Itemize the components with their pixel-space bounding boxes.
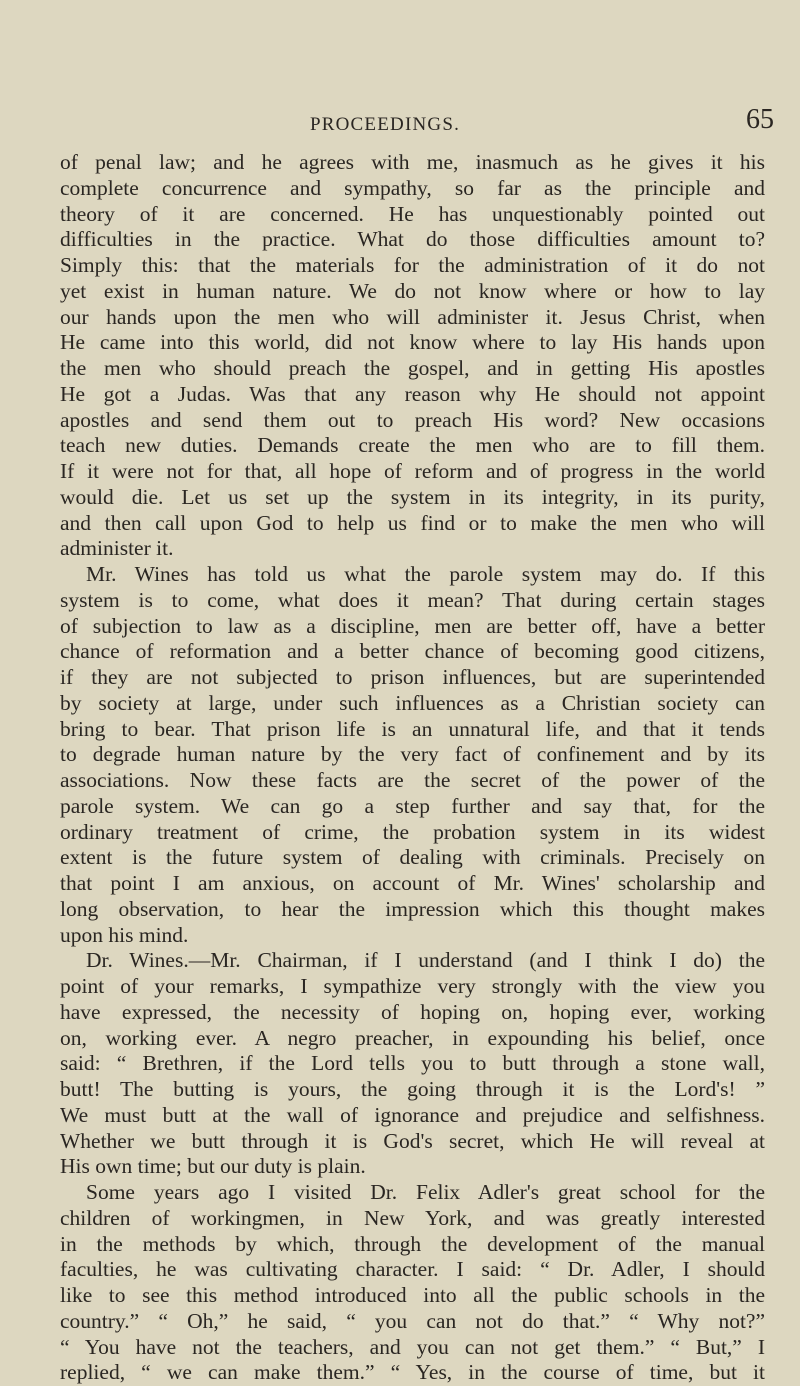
text-line: If it were not for that, all hope of reform and of progress in the world <box>60 459 765 483</box>
text-line: difficulties in the practice. What do those difficulties amount to? <box>60 227 765 252</box>
text-line: faculties, he was cultivating character. I said: “ Dr. Adler, I should <box>60 1257 765 1282</box>
text-line: “ You have not the teachers, and you can not get them.” “ But,” I <box>60 1334 765 1359</box>
text-line: point of your remarks, I sympathize very strongly with the view you <box>60 974 765 998</box>
text-line: in the methods by which, through the development of the manual <box>60 1231 765 1256</box>
text-line: would die. Let us set up the system in its integrity, in its purity, <box>60 484 765 509</box>
text-line: apostles and send them out to preach His word? New occasions <box>60 407 765 432</box>
text-line: chance of reformation and a better chance of becoming good citizens, <box>60 639 765 664</box>
text-line: upon his mind. <box>60 922 189 947</box>
text-line: and then call upon God to help us find or to make the men who will <box>60 510 765 535</box>
text-line: yet exist in human nature. We do not know where or how to lay <box>60 278 765 303</box>
text-line: He got a Judas. Was that any reason why He should not appoint <box>60 381 765 406</box>
text-line: teach new duties. Demands create the men who are to fill them. <box>60 433 765 458</box>
text-line: on, working ever. A negro preacher, in expounding his belief, once <box>60 1025 765 1050</box>
text-line: children of workingmen, in New York, and was greatly interested <box>60 1205 765 1230</box>
text-line: We must butt at the wall of ignorance and prejudice and selfishness. <box>60 1102 765 1127</box>
text-line: associations. Now these facts are the secret of the power of the <box>60 768 765 792</box>
text-line: theory of it are concerned. He has unquestionably pointed out <box>60 201 765 226</box>
text-line: ordinary treatment of crime, the probation system in its widest <box>60 819 765 844</box>
text-line: Some years ago I visited Dr. Felix Adler's great school for the <box>86 1180 765 1204</box>
page-number: 65 <box>746 104 774 135</box>
text-line: the men who should preach the gospel, and in getting His apostles <box>60 356 765 380</box>
text-line: of subjection to law as a discipline, men are better off, have a better <box>60 613 765 638</box>
text-line: replied, “ we can make them.” “ Yes, in the course of time, but it <box>60 1360 765 1385</box>
text-line: long observation, to hear the impression which this thought makes <box>60 896 765 921</box>
text-line: system is to come, what does it mean? That during certain stages <box>60 587 765 612</box>
text-line: administer it. <box>60 536 174 561</box>
text-line: of penal law; and he agrees with me, inasmuch as he gives it his <box>60 150 765 174</box>
text-line: by society at large, under such influences as a Christian society can <box>60 690 765 715</box>
text-line: complete concurrence and sympathy, so far as the principle and <box>60 175 765 200</box>
text-line: Whether we butt through it is God's secret, which He will reveal at <box>60 1128 765 1153</box>
text-line: parole system. We can go a step further and say that, for the <box>60 793 765 818</box>
text-line: if they are not subjected to prison influences, but are superintended <box>60 665 765 689</box>
text-line: Simply this: that the materials for the administration of it do not <box>60 253 765 277</box>
text-line: He came into this world, did not know where to lay His hands upon <box>60 330 765 355</box>
text-line: His own time; but our duty is plain. <box>60 1154 366 1179</box>
text-line: extent is the future system of dealing with criminals. Precisely on <box>60 845 765 870</box>
body-text <box>60 150 765 1386</box>
text-line: our hands upon the men who will administer it. Jesus Christ, when <box>60 304 765 329</box>
text-line: country.” “ Oh,” he said, “ you can not do that.” “ Why not?” <box>60 1308 765 1333</box>
text-line: butt! The butting is yours, the going through it is the Lord's! ” <box>60 1077 765 1101</box>
text-line: Dr. Wines.—Mr. Chairman, if I understand (and I think I do) the <box>86 948 765 973</box>
text-line: like to see this method introduced into all the public schools in the <box>60 1283 765 1307</box>
text-line: have expressed, the necessity of hoping on, hoping ever, working <box>60 999 765 1024</box>
running-title: PROCEEDINGS. <box>310 114 461 135</box>
text-line: that point I am anxious, on account of Mr. Wines' scholarship and <box>60 871 765 895</box>
text-line: Mr. Wines has told us what the parole system may do. If this <box>86 562 765 586</box>
text-line: bring to bear. That prison life is an unnatural life, and that it tends <box>60 716 765 741</box>
text-line: to degrade human nature by the very fact of confinement and by its <box>60 742 765 767</box>
text-line: said: “ Brethren, if the Lord tells you to butt through a stone wall, <box>60 1051 765 1076</box>
